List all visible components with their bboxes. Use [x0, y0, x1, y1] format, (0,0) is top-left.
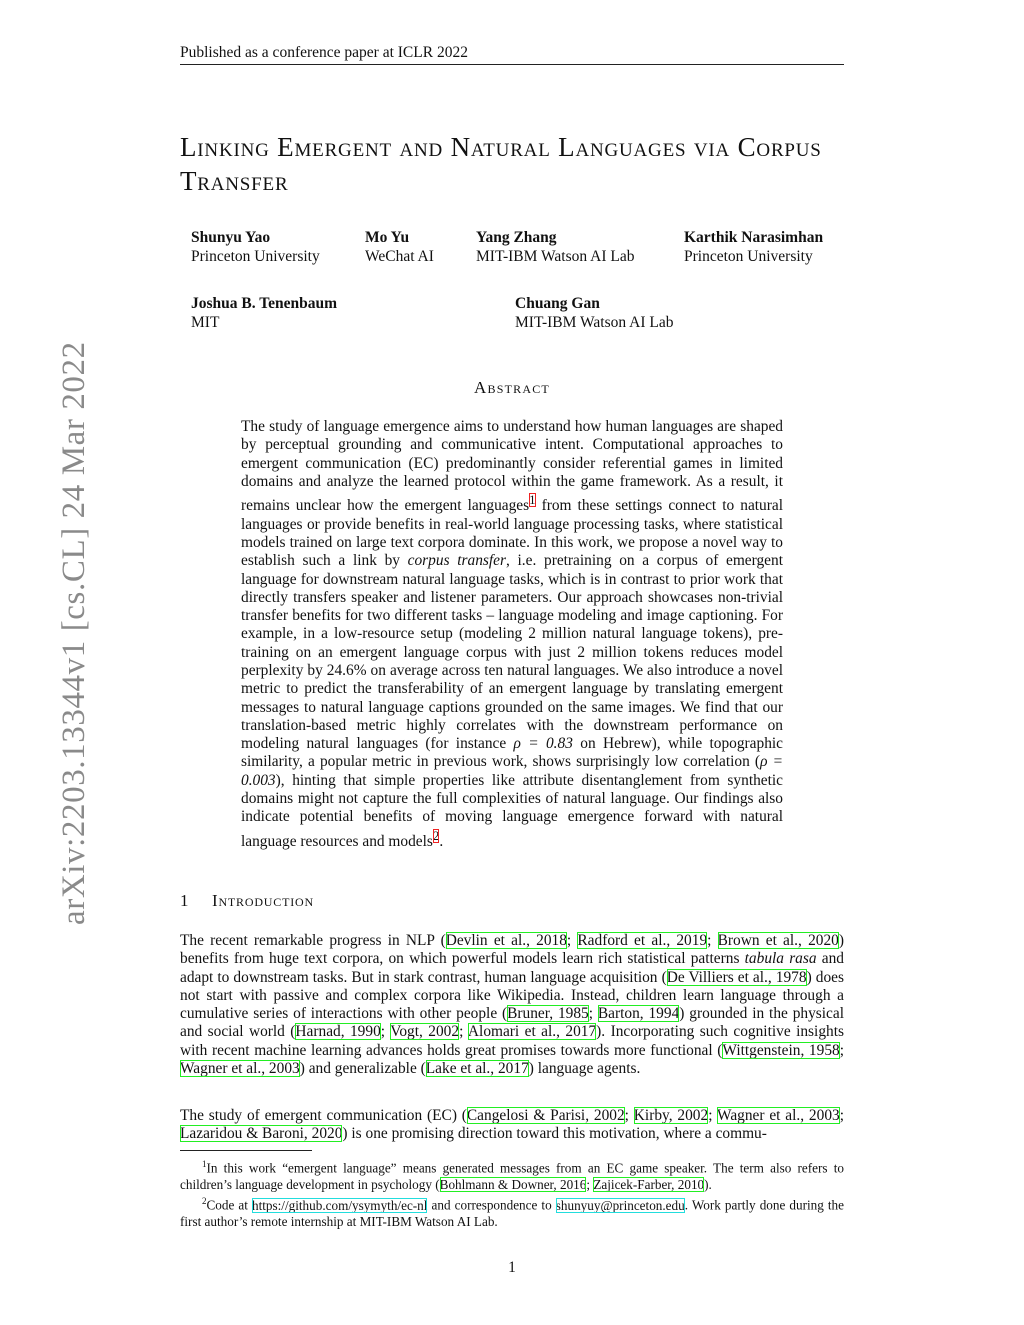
citation-link[interactable]: Vogt, 2002: [390, 1023, 460, 1041]
intro-paragraph: [180, 932, 844, 1078]
abstract-text: , i.e. pretraining on a corpus of emergent language for downstream natural language tasks, which is in contrast to prior work that directly transfers speaker and listener parameters. Our approach showcases non-trivial transfer benefits for two different tasks – language modeling and image captioning. For example, in a low-resource setup (modeling 2 million natural language tokens), pre-training on an emergent language corpus with just 2 million tokens reduces model perplexity by 24.6% on average across ten natural languages. We also introduce a novel metric to predict the transferability of an emergent language by translating emergent messages to natural language captions grounded on the same images. We find that our translation-based metric highly correlates with the downstream performance on modeling natural languages (for instance: [241, 552, 783, 753]
page-number: 1: [508, 1259, 516, 1276]
author-block: [191, 228, 320, 266]
abstract-heading: Abstract: [474, 378, 550, 397]
footnote: [180, 1156, 844, 1193]
citation-link[interactable]: Radford et al., 2019: [577, 932, 708, 949]
footnote-text: In this work “emergent language” means generated messages from an EC game speaker. The term also refers to children’s language development in psychology (: [180, 1160, 844, 1192]
section-heading: [180, 891, 314, 911]
citation-link[interactable]: Bohlmann & Downer, 2016: [439, 1176, 587, 1192]
math-expression: ρ = 0.83: [513, 735, 573, 753]
body-text: and adapt to downstream tasks. But in stark contrast, human language acquisition (: [180, 950, 844, 986]
footnote-ref-link[interactable]: 1: [529, 493, 536, 508]
section-number: 1: [180, 891, 189, 910]
citation-link[interactable]: Devlin et al., 2018: [445, 932, 567, 949]
body-text: ;: [839, 1107, 844, 1124]
abstract-body: [241, 418, 783, 851]
abstract-text: from these settings connect to natural languages or provide benefits in real-world language processing tasks, where statistical models trained on large text corpora dominate. In this work, we propose a novel way to establish such a link by: [241, 497, 783, 570]
body-text: ;: [707, 932, 718, 949]
body-text: ;: [380, 1023, 391, 1041]
citation-link[interactable]: Wagner et al., 2003: [717, 1107, 840, 1124]
author-affiliation: Princeton University: [684, 248, 813, 265]
email-link[interactable]: shunyuy@princeton.edu: [555, 1197, 685, 1213]
citation-link[interactable]: Bruner, 1985: [507, 1005, 589, 1023]
body-text: The recent remarkable progress in NLP (: [180, 932, 446, 949]
body-text: ;: [588, 1005, 598, 1023]
paper-title: Linking Emergent and Natural Languages via Corpus Transfer: [180, 132, 822, 196]
body-text: ) language agents.: [528, 1060, 641, 1078]
citation-link[interactable]: Kirby, 2002: [633, 1107, 709, 1124]
footnote-text: . Work partly done during the first author’s remote internship at MIT-IBM Watson AI Lab.: [180, 1197, 845, 1230]
author-affiliation: MIT-IBM Watson AI Lab: [476, 248, 635, 265]
author-name: Shunyu Yao: [191, 229, 271, 246]
section-title: Introduction: [212, 891, 314, 910]
running-header: Published as a conference paper at ICLR 2022: [180, 44, 468, 61]
author-name: Chuang Gan: [515, 295, 600, 312]
code-url-link[interactable]: https://github.com/ysymyth/ec-nl: [251, 1197, 428, 1213]
body-text: ) does not start with passive and complex corpora like Wikipedia. Instead, children learn language through a cumulative series of interactions with other people (: [180, 968, 844, 1023]
author-affiliation: MIT: [191, 314, 220, 331]
footnote-mark: 1: [202, 1159, 207, 1169]
author-block: [191, 294, 337, 332]
citation-link[interactable]: Cangelosi & Parisi, 2002: [466, 1107, 625, 1124]
body-text: ). Incorporating such cognitive insights with recent machine learning advances holds great promises towards more functional (: [180, 1023, 844, 1059]
citation-link[interactable]: Alomari et al., 2017: [467, 1023, 597, 1041]
body-text: ) is one promising direction toward this motivation, where a commu-: [342, 1125, 767, 1143]
footnotes: [180, 1156, 844, 1231]
author-affiliation: WeChat AI: [365, 248, 434, 265]
body-emphasis: tabula rasa: [744, 950, 817, 968]
citation-link[interactable]: Wittgenstein, 1958: [722, 1041, 840, 1059]
header-rule: [180, 64, 844, 65]
footnote-rule: [180, 1150, 312, 1151]
author-name: Joshua B. Tenenbaum: [191, 295, 338, 312]
citation-link[interactable]: Zajicek-Farber, 2010: [593, 1176, 705, 1192]
body-text: ) benefits from huge text corpora, on which powerful models learn rich statistical patterns: [180, 932, 844, 968]
citation-link[interactable]: Lake et al., 2017: [425, 1060, 529, 1078]
citation-link[interactable]: Wagner et al., 2003: [180, 1060, 300, 1078]
footnote: [180, 1193, 844, 1230]
abstract-text: The study of language emergence aims to understand how human languages are shaped by perceptual grounding and communicative intent. Computational approaches to emergent communication (EC) predominantly consider referential games in limited domains and analyze the learned protocol within the game framework. As a result, it remains unclear how the emergent languages: [241, 418, 783, 515]
abstract-text: ), hinting that simple properties like attribute disentanglement from synthetic domains might not capture the full complexities of natural language. Our findings also indicate potential benefits of moving language emergence forward with natural language resources and models: [241, 771, 783, 850]
abstract-text: .: [439, 832, 444, 850]
intro-paragraph: [180, 1107, 844, 1143]
body-text: ) grounded in the physical and social world (: [180, 1005, 844, 1041]
author-name: Mo Yu: [365, 229, 410, 246]
body-text: ;: [624, 1107, 634, 1124]
citation-link[interactable]: Brown et al., 2020: [717, 932, 839, 949]
footnote-text: Code at: [206, 1197, 252, 1213]
author-affiliation: MIT-IBM Watson AI Lab: [515, 314, 674, 331]
footnote-text: and correspondence to: [427, 1197, 556, 1213]
author-block: [684, 228, 823, 266]
author-block: [365, 228, 434, 266]
citation-link[interactable]: De Villiers et al., 1978: [666, 968, 807, 986]
body-text: ) and generalizable (: [299, 1060, 426, 1078]
body-text: ;: [459, 1023, 468, 1041]
body-text: ;: [566, 932, 578, 949]
author-name: Yang Zhang: [476, 229, 557, 246]
footnote-ref-link[interactable]: 2: [432, 828, 440, 843]
citation-link[interactable]: Lazaridou & Baroni, 2020: [180, 1125, 343, 1143]
author-block: [476, 228, 634, 266]
math-expression: ρ = 0.003: [241, 753, 783, 789]
arxiv-identifier: arXiv:2203.13344v1 [cs.CL] 24 Mar 2022: [56, 341, 92, 925]
citation-link[interactable]: Barton, 1994: [597, 1005, 680, 1023]
body-text: The study of emergent communication (EC) (: [180, 1107, 467, 1124]
abstract-emphasis: corpus transfer: [407, 552, 506, 570]
author-block: [515, 294, 673, 332]
abstract-text: on Hebrew), while topographic similarity, a popular metric in previous work, shows surprisingly low correlation (: [241, 735, 784, 771]
footnote-mark: 2: [202, 1196, 207, 1207]
footnote-text: ;: [586, 1176, 594, 1192]
author-name: Karthik Narasimhan: [684, 229, 824, 246]
body-text: ;: [839, 1041, 844, 1059]
body-text: ;: [708, 1107, 718, 1124]
citation-link[interactable]: Harnad, 1990: [295, 1023, 381, 1041]
author-affiliation: Princeton University: [191, 248, 320, 265]
footnote-text: ).: [704, 1176, 712, 1192]
